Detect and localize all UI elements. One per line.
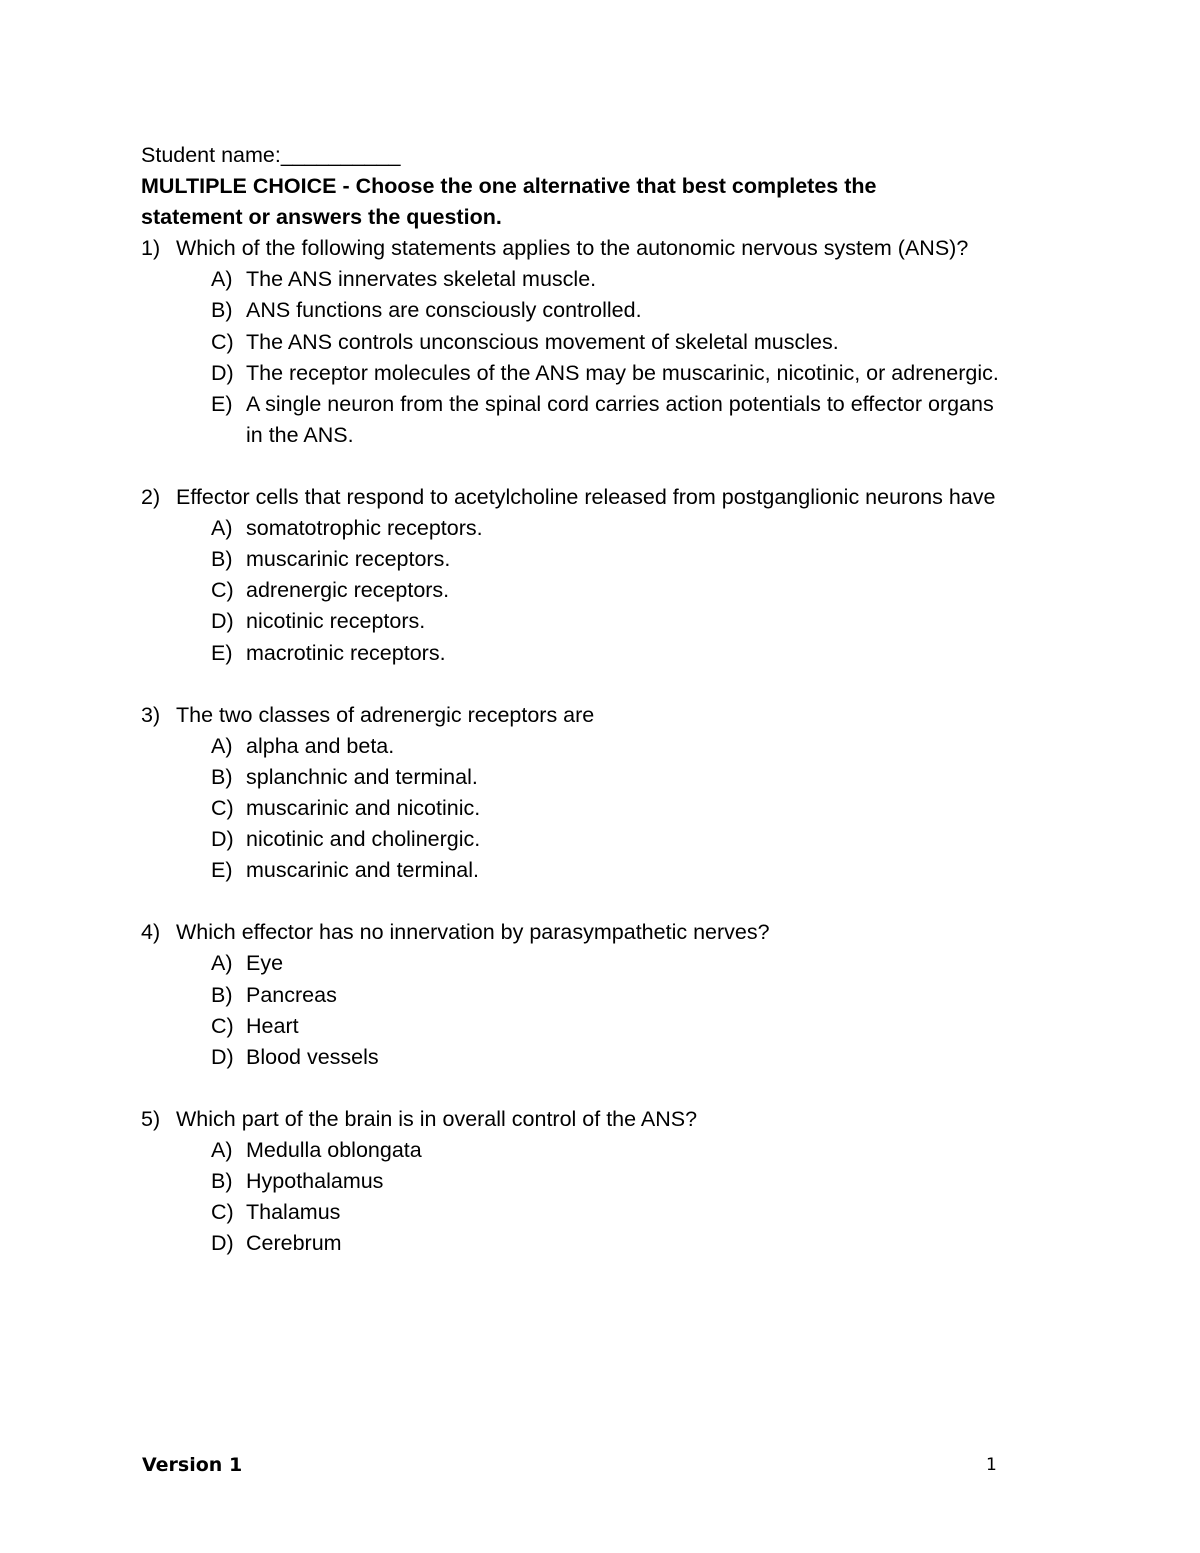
choice-text: Blood vessels bbox=[246, 1044, 379, 1069]
question-number: 4) bbox=[141, 920, 161, 945]
choice-text: muscarinic and nicotinic. bbox=[246, 795, 481, 820]
question-2 bbox=[141, 482, 1081, 669]
choice-text: Thalamus bbox=[246, 1200, 341, 1225]
choice-letter: A) bbox=[211, 267, 233, 292]
choice-b bbox=[211, 544, 1081, 575]
choice-letter: A) bbox=[211, 951, 233, 976]
choice-a bbox=[211, 731, 1081, 762]
choice-letter: E) bbox=[211, 640, 233, 665]
choice-text: adrenergic receptors. bbox=[246, 578, 450, 603]
student-name-label: Student name:__________ bbox=[141, 143, 401, 167]
choice-letter: A) bbox=[211, 1138, 233, 1162]
choice-text: muscarinic receptors. bbox=[246, 547, 451, 572]
choice-text: The receptor molecules of the ANS may be muscarinic, nicotinic, or adrenergic. bbox=[246, 360, 999, 385]
choice-letter: D) bbox=[211, 1231, 234, 1256]
choice-e bbox=[211, 855, 1081, 886]
document-body bbox=[141, 140, 1081, 1259]
choice-a bbox=[211, 264, 1081, 295]
choice-letter: D) bbox=[211, 609, 234, 634]
choice-d bbox=[211, 824, 1081, 855]
question-number: 1) bbox=[141, 236, 161, 261]
choice-c bbox=[211, 327, 1081, 358]
question-5 bbox=[141, 1104, 1081, 1259]
choice-text: A single neuron from the spinal cord carries action potentials to effector organs in the ANS. bbox=[246, 391, 994, 447]
question-text: Which part of the brain is in overall control of the ANS? bbox=[176, 1106, 698, 1131]
question-text: Which of the following statements applies to the autonomic nervous system (ANS)? bbox=[176, 236, 969, 261]
choice-letter: B) bbox=[211, 764, 233, 789]
instructions-heading: MULTIPLE CHOICE - Choose the one alternative that best completes the statement or answers the question. bbox=[141, 174, 877, 230]
question-1 bbox=[141, 233, 1081, 451]
choice-b bbox=[211, 980, 1081, 1011]
choice-text: Pancreas bbox=[246, 982, 337, 1007]
choice-text: muscarinic and terminal. bbox=[246, 858, 480, 883]
choice-letter: C) bbox=[211, 1013, 234, 1038]
choice-text: Heart bbox=[246, 1013, 299, 1038]
choice-text: The ANS innervates skeletal muscle. bbox=[246, 267, 597, 292]
choice-letter: B) bbox=[211, 547, 233, 572]
choice-c bbox=[211, 1197, 1081, 1228]
question-number: 5) bbox=[141, 1106, 161, 1131]
choice-a bbox=[211, 1135, 1081, 1166]
question-number: 2) bbox=[141, 485, 161, 510]
choice-c bbox=[211, 1011, 1081, 1042]
choice-text: Eye bbox=[246, 951, 284, 976]
choice-text: Cerebrum bbox=[246, 1231, 342, 1256]
choice-letter: A) bbox=[211, 516, 233, 541]
question-3 bbox=[141, 700, 1081, 887]
choice-text: macrotinic receptors. bbox=[246, 640, 446, 665]
question-4 bbox=[141, 917, 1081, 1072]
choice-letter: D) bbox=[211, 827, 234, 852]
choice-list bbox=[176, 948, 1081, 1072]
choice-e bbox=[211, 389, 1081, 451]
choice-text: splanchnic and terminal. bbox=[246, 764, 478, 789]
choice-b bbox=[211, 295, 1081, 326]
choice-d bbox=[211, 1042, 1081, 1073]
choice-c bbox=[211, 793, 1081, 824]
choice-d bbox=[211, 358, 1081, 389]
choice-e bbox=[211, 638, 1081, 669]
choice-a bbox=[211, 513, 1081, 544]
choice-a bbox=[211, 948, 1081, 979]
choice-d bbox=[211, 1228, 1081, 1259]
question-text: Effector cells that respond to acetylcholine released from postganglionic neurons have bbox=[176, 485, 996, 510]
choice-text: Hypothalamus bbox=[246, 1169, 384, 1194]
choice-letter: C) bbox=[211, 795, 234, 820]
choice-letter: C) bbox=[211, 329, 234, 354]
choice-b bbox=[211, 1166, 1081, 1197]
choice-c bbox=[211, 575, 1081, 606]
choice-letter: C) bbox=[211, 1200, 234, 1225]
question-number: 3) bbox=[141, 702, 161, 727]
choice-d bbox=[211, 606, 1081, 637]
choice-text: Medulla oblongata bbox=[246, 1138, 422, 1162]
choice-letter: B) bbox=[211, 298, 233, 323]
choice-letter: D) bbox=[211, 360, 234, 385]
choice-letter: A) bbox=[211, 733, 233, 758]
choice-letter: B) bbox=[211, 1169, 233, 1194]
choice-list bbox=[176, 513, 1081, 668]
footer-version: Version 1 bbox=[142, 1454, 243, 1476]
choice-list bbox=[176, 1135, 1081, 1259]
choice-text: somatotrophic receptors. bbox=[246, 516, 483, 541]
choice-letter: D) bbox=[211, 1044, 234, 1069]
choice-list bbox=[176, 264, 1081, 451]
choice-b bbox=[211, 762, 1081, 793]
choice-letter: E) bbox=[211, 858, 233, 883]
choice-letter: E) bbox=[211, 391, 233, 416]
question-text: Which effector has no innervation by parasympathetic nerves? bbox=[176, 920, 770, 945]
choice-text: nicotinic receptors. bbox=[246, 609, 426, 634]
choice-list bbox=[176, 731, 1081, 886]
choice-letter: B) bbox=[211, 982, 233, 1007]
choice-letter: C) bbox=[211, 578, 234, 603]
choice-text: ANS functions are consciously controlled. bbox=[246, 298, 642, 323]
choice-text: alpha and beta. bbox=[246, 733, 395, 758]
footer-page-number: 1 bbox=[986, 1455, 997, 1475]
question-text: The two classes of adrenergic receptors are bbox=[176, 702, 595, 727]
choice-text: The ANS controls unconscious movement of skeletal muscles. bbox=[246, 329, 839, 354]
choice-text: nicotinic and cholinergic. bbox=[246, 827, 481, 852]
